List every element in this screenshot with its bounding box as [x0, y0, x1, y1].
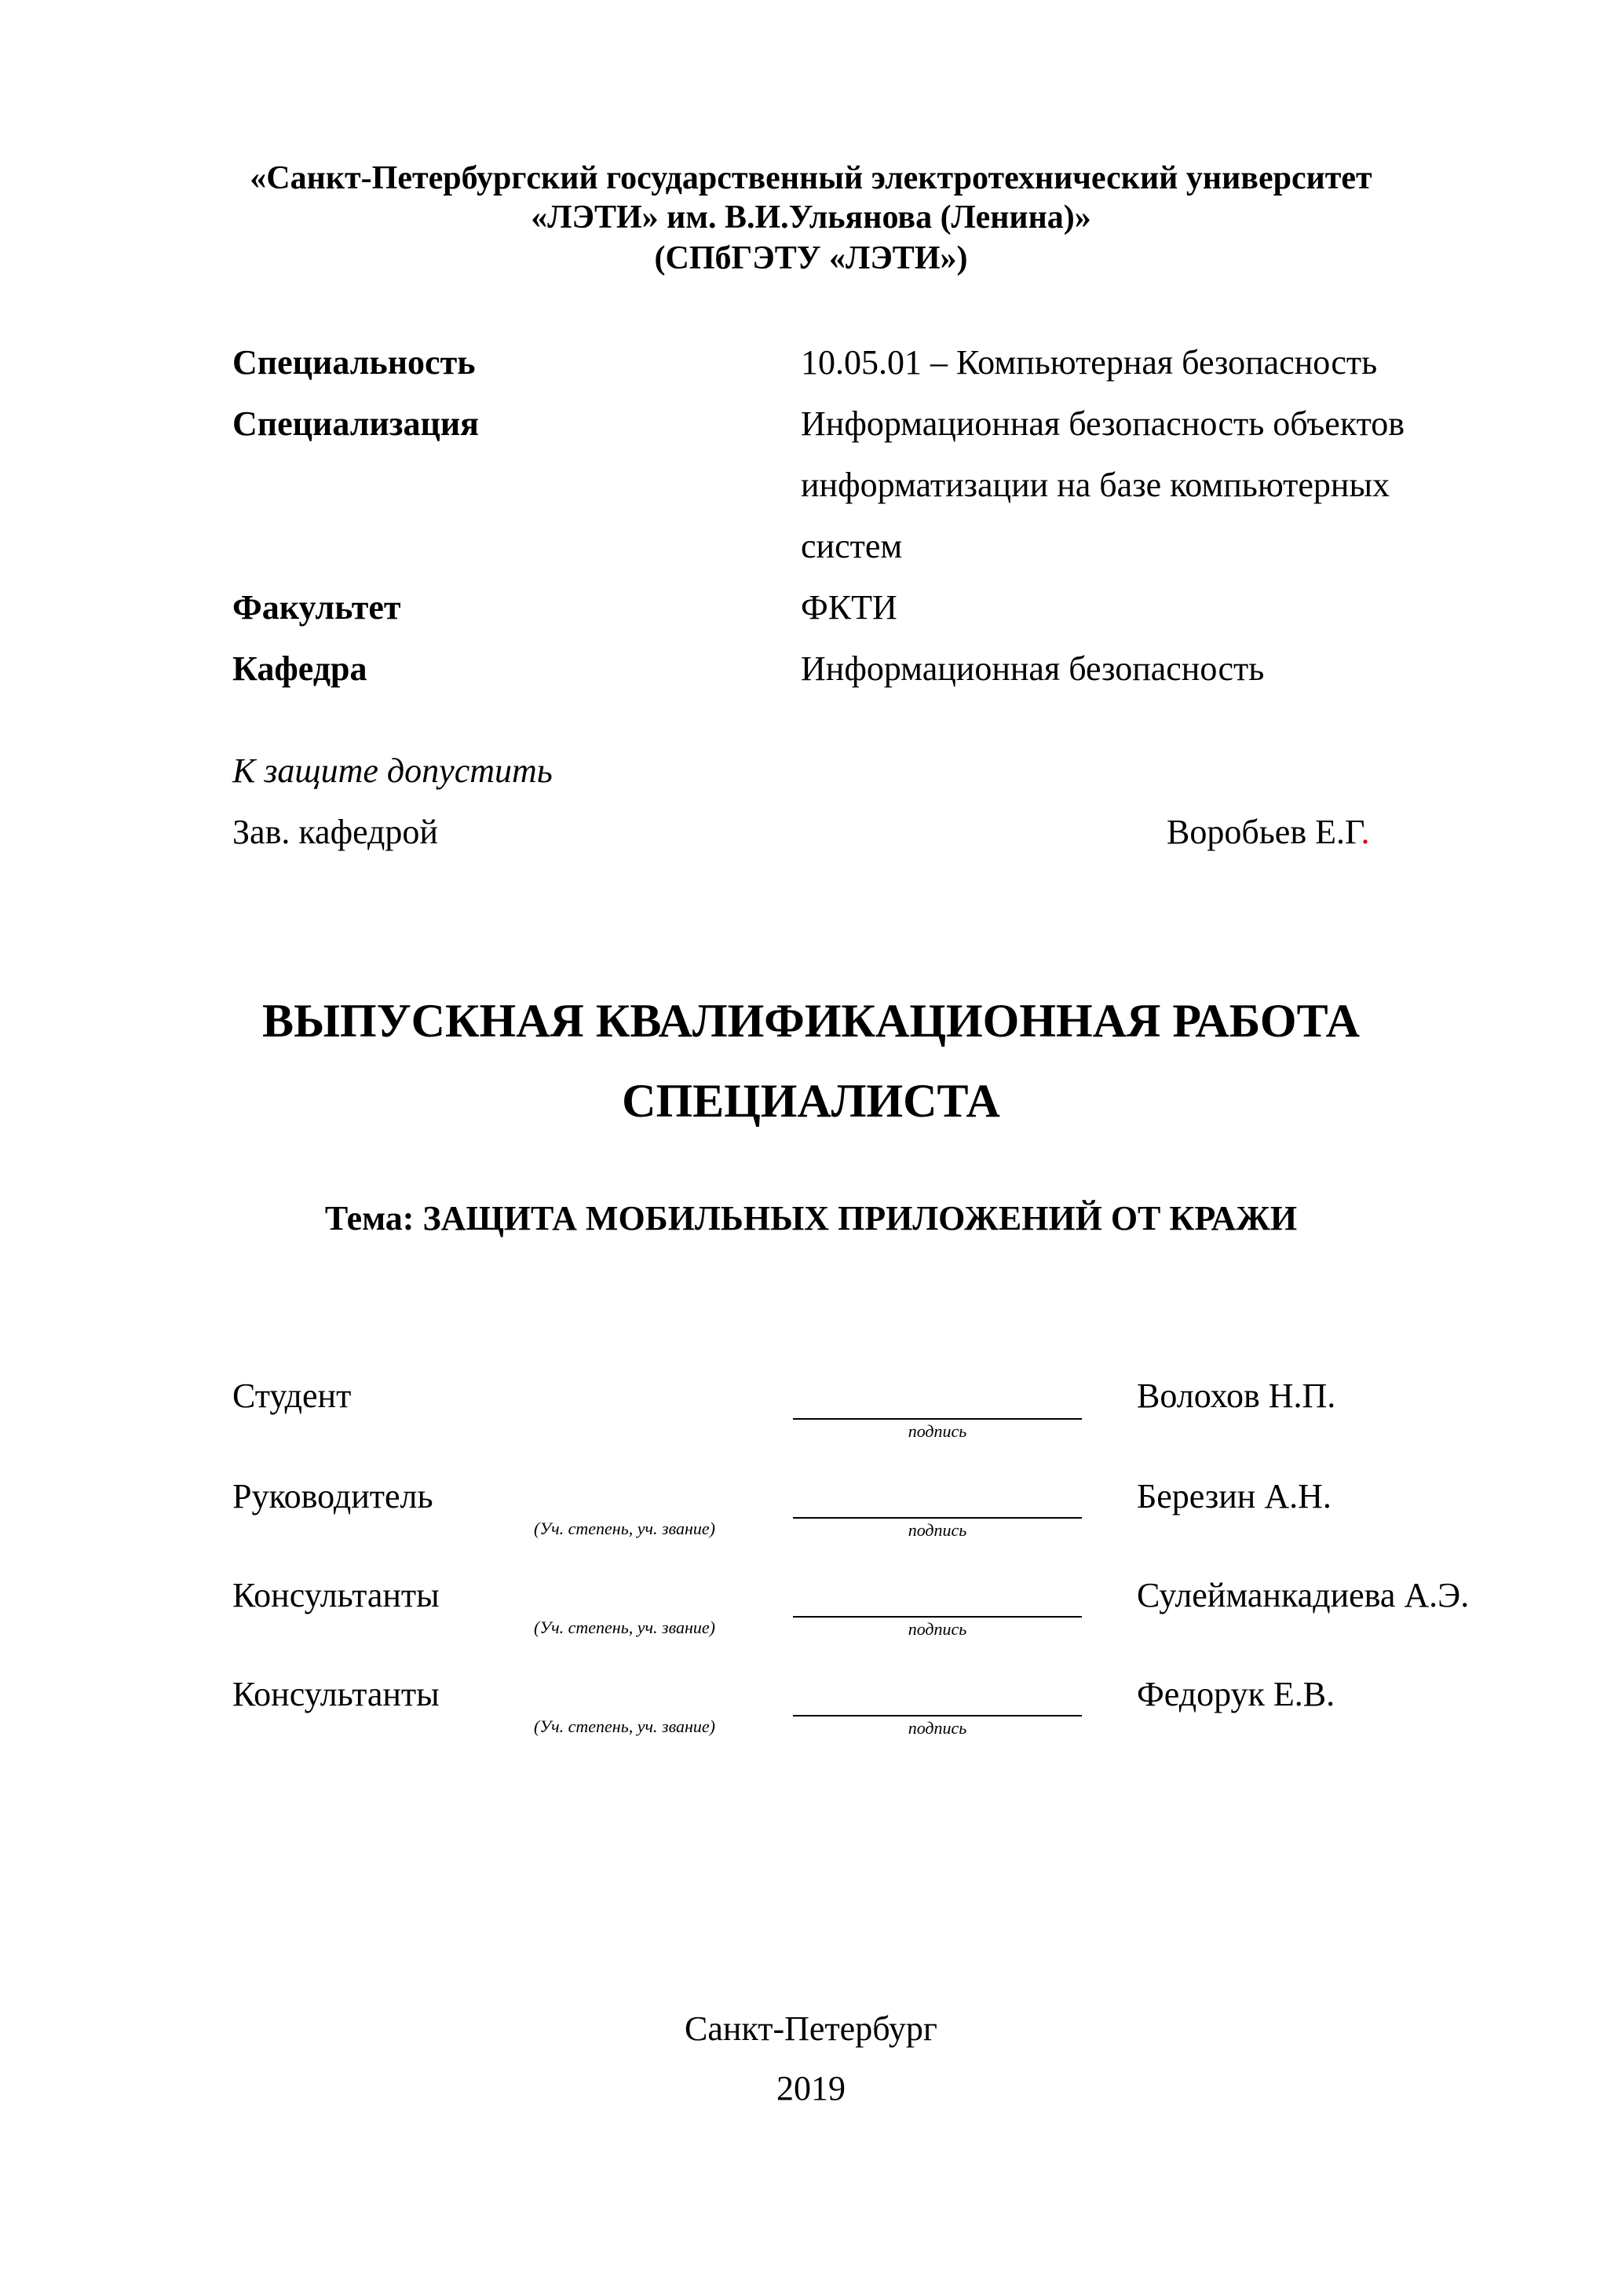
- signature-caption-consultant-2: подпись: [908, 1718, 967, 1738]
- faculty-label: Факультет: [232, 588, 401, 627]
- thesis-title-line2: СПЕЦИАЛИСТА: [622, 1075, 1000, 1127]
- footer-city: Санкт-Петербург: [685, 2009, 937, 2048]
- signature-role-supervisor: Руководитель: [232, 1477, 433, 1515]
- signature-name-supervisor: Березин А.Н.: [1137, 1477, 1332, 1515]
- university-name-line1: «Санкт-Петербургский государственный электротехнический университет: [250, 160, 1372, 196]
- faculty-value: ФКТИ: [801, 588, 897, 627]
- signature-degree-supervisor: (Уч. степень, уч. звание): [534, 1519, 715, 1538]
- thesis-topic: Тема: ЗАЩИТА МОБИЛЬНЫХ ПРИЛОЖЕНИЙ ОТ КРАЖИ: [324, 1199, 1298, 1238]
- signature-line-student: [793, 1418, 1082, 1420]
- signature-line-consultant-2: [793, 1715, 1082, 1717]
- signature-role-consultant-1: Консультанты: [232, 1576, 440, 1614]
- signature-name-consultant-2: Федорук Е.В.: [1137, 1675, 1335, 1713]
- signature-line-consultant-1: [793, 1616, 1082, 1618]
- defense-approval: К защите допустить: [232, 751, 553, 790]
- thesis-title-line1: ВЫПУСКНАЯ КВАЛИФИКАЦИОННАЯ РАБОТА: [262, 995, 1360, 1047]
- university-name-line2: «ЛЭТИ» им. В.И.Ульянова (Ленина)»: [531, 199, 1091, 236]
- signature-name-student: Волохов Н.П.: [1137, 1377, 1336, 1415]
- signature-degree-consultant-1: (Уч. степень, уч. звание): [534, 1618, 715, 1637]
- head-name-dot: .: [1361, 813, 1370, 851]
- head-of-department-name: [1167, 815, 1369, 850]
- signature-line-supervisor: [793, 1517, 1082, 1519]
- department-value: Информационная безопасность: [801, 649, 1265, 688]
- signature-caption-student: подпись: [908, 1421, 967, 1441]
- head-of-department-label: Зав. кафедрой: [232, 813, 438, 851]
- specialization-value-line3: систем: [801, 527, 903, 565]
- signature-caption-supervisor: подпись: [908, 1520, 967, 1540]
- specialty-label: Специальность: [232, 343, 476, 382]
- specialization-label: Специализация: [232, 404, 479, 443]
- signature-role-student: Студент: [232, 1377, 352, 1415]
- university-abbreviation: (СПбГЭТУ «ЛЭТИ»): [654, 240, 968, 276]
- signature-role-consultant-2: Консультанты: [232, 1675, 440, 1713]
- specialization-value-line1: Информационная безопасность объектов: [801, 404, 1405, 443]
- specialty-value: 10.05.01 – Компьютерная безопасность: [801, 343, 1378, 382]
- head-name-text: Воробьев Е.Г: [1167, 813, 1361, 851]
- specialization-value-line2: информатизации на базе компьютерных: [801, 466, 1390, 504]
- signature-degree-consultant-2: (Уч. степень, уч. звание): [534, 1717, 715, 1736]
- footer-year: 2019: [776, 2069, 846, 2108]
- signature-caption-consultant-1: подпись: [908, 1619, 967, 1639]
- department-label: Кафедра: [232, 649, 367, 688]
- signature-name-consultant-1: Сулейманкадиева А.Э.: [1137, 1576, 1470, 1614]
